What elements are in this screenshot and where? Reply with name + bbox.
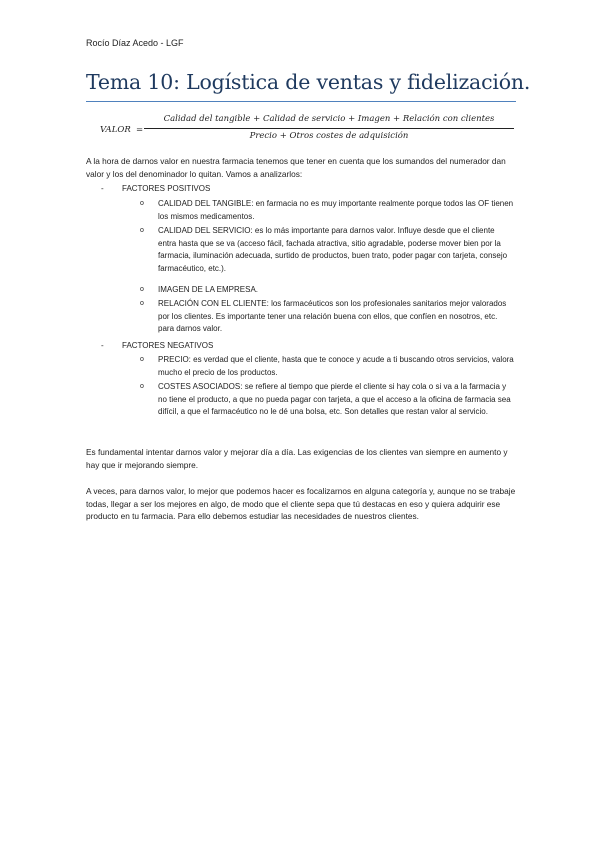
circle-bullet-icon: o (140, 200, 144, 207)
list-item-text: IMAGEN DE LA EMPRESA. (158, 285, 259, 294)
formula-equals: = (136, 125, 144, 135)
circle-bullet-icon: o (140, 227, 144, 234)
paragraph-improvement: Es fundamental intentar darnos valor y mejorar día a día. Las exigencias de los clientes van siempre en aumento y hay que ir mejorando siempre. (86, 447, 508, 470)
paragraph-focus: A veces, para darnos valor, lo mejor que podemos hacer es focalizarnos en alguna categoría y, aunque no se trabaje todas, llegar a ser los mejores en algo, de modo que el cliente sepa que tú destacas en eso y quiera adquirir ese producto en tu farmacia. Para ello debemos estudiar las necesidades de nuestros clientes. (86, 486, 516, 522)
formula-numerator: Calidad del tangible + Calidad de servicio + Imagen + Relación con clientes (163, 114, 495, 124)
title-underline (86, 101, 516, 102)
list-item-text: COSTES ASOCIADOS: se refiere al tiempo que pierde el cliente si hay cola o si va a la farmacia y no tiene el producto, a que no pueda pagar con tarjeta, a que el acceso a la oficina de farmacia sea difícil, a que el farmacéutico no le dé una bolsa, etc. Son detalles que restan valor al servicio. (158, 382, 511, 417)
formula-fraction-bar (144, 128, 514, 129)
header-author: Rocío Díaz Acedo - LGF (86, 38, 184, 48)
dash-bullet: - (101, 184, 104, 193)
list-item-text: CALIDAD DEL SERVICIO: es lo más importante para darnos valor. Influye desde que el cliente entra hasta que se va (acceso fácil, fachada atractiva, sitio agradable, poderse mover bien por la farmacia, iluminación adecuada, surtido de productos, buen trato, poder pagar con tarjeta, consejo farmacéutico, etc.). (158, 226, 508, 274)
list-item-text: CALIDAD DEL TANGIBLE: en farmacia no es muy importante realmente porque todos las OF tienen los mismos medicamentos. (158, 199, 514, 221)
intro-paragraph: A la hora de darnos valor en nuestra farmacia tenemos que tener en cuenta que los sumandos del numerador dan valor y los del denominador lo quitan. Vamos a analizarlos: (86, 156, 506, 179)
list-item-text: PRECIO: es verdad que el cliente, hasta que te conoce y acude a ti buscando otros servicios, valora mucho el precio de los productos. (158, 355, 514, 377)
formula-denominator: Precio + Otros costes de adquisición (249, 131, 409, 141)
list-item-text: RELACIÓN CON EL CLIENTE: los farmacéuticos son los profesionales sanitarios mejor valorados por los clientes. Es importante tener una relación buena con ellos, que confíen en nosotros, etc. para darnos valor. (158, 299, 507, 334)
dash-bullet: - (101, 341, 104, 350)
value-formula (100, 114, 520, 144)
circle-bullet-icon: o (140, 356, 144, 363)
page-title: Tema 10: Logística de ventas y fidelización. (86, 70, 531, 94)
circle-bullet-icon: o (140, 300, 144, 307)
formula-lhs: VALOR (100, 125, 131, 135)
circle-bullet-icon: o (140, 383, 144, 390)
negative-factors-label: FACTORES NEGATIVOS (122, 341, 214, 350)
positive-factors-label: FACTORES POSITIVOS (122, 184, 211, 193)
circle-bullet-icon: o (140, 286, 144, 293)
